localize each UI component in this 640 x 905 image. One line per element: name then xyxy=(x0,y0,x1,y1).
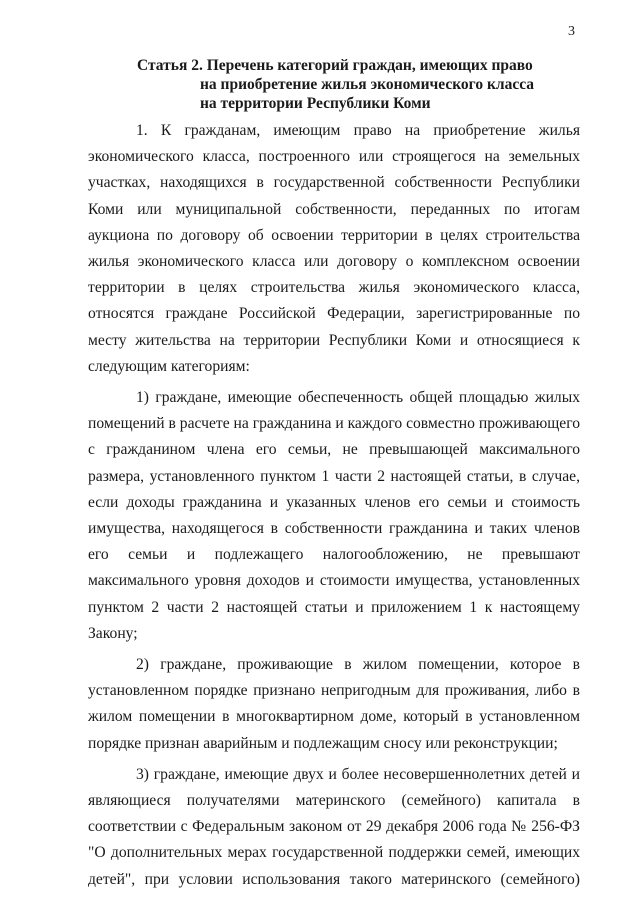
paragraph-clause-1: 1. К гражданам, имеющим право на приобретение жилья экономического класса, построенного или строящегося на земельных участках, находящихся в государственной собственности Республики Коми или муниципальной собственности, переданных по итогам аукциона по договору об освоении территории в целях строительства жилья экономического класса или договору о комплексном освоении территории в целях строительства жилья экономического класса, относятся граждане Российской Федерации, зарегистрированные по месту жительства на территории Республики Коми и относящиеся к следующим категориям: xyxy=(88,122,580,375)
article-body xyxy=(88,118,580,893)
article-heading-line-3: на территории Республики Коми xyxy=(200,95,431,112)
page-number: 3 xyxy=(568,24,575,39)
paragraph-item-3: 3) граждане, имеющие двух и более несовершеннолетних детей и являющиеся получателями материнского (семейного) капитала в соответствии с Федеральным законом от 29 декабря 2006 года № 256-ФЗ "О дополнительных мерах государственной поддержки семей, имеющих детей", при условии использования такого материнского (семейного) xyxy=(88,765,580,888)
paragraph-item-1: 1) граждане, имеющие обеспеченность общей площадью жилых помещений в расчете на гражданина и каждого совместно проживающего с гражданином члена его семьи, не превышающей максимального размера, установленного пунктом 1 части 2 настоящей статьи, в случае, если доходы гражданина и указанных членов его семьи и стоимость имущества, находящегося в собственности гражданина и таких членов его семьи и подлежащего налогообложению, не превышают максимального уровня доходов и стоимости имущества, установленных пунктом 2 части 2 настоящей статьи и приложением 1 к настоящему Закону; xyxy=(88,389,580,642)
article-heading xyxy=(137,56,557,113)
article-heading-line-1: Статья 2. Перечень категорий граждан, имеющих право xyxy=(137,57,533,74)
article-heading-line-2: на приобретение жилья экономического класса xyxy=(200,76,535,93)
paragraph-item-2: 2) граждане, проживающие в жилом помещении, которое в установленном порядке признано непригодным для проживания, либо в жилом помещении в многоквартирном доме, который в установленном порядке признан аварийным и подлежащим сносу или реконструкции; xyxy=(88,656,580,752)
